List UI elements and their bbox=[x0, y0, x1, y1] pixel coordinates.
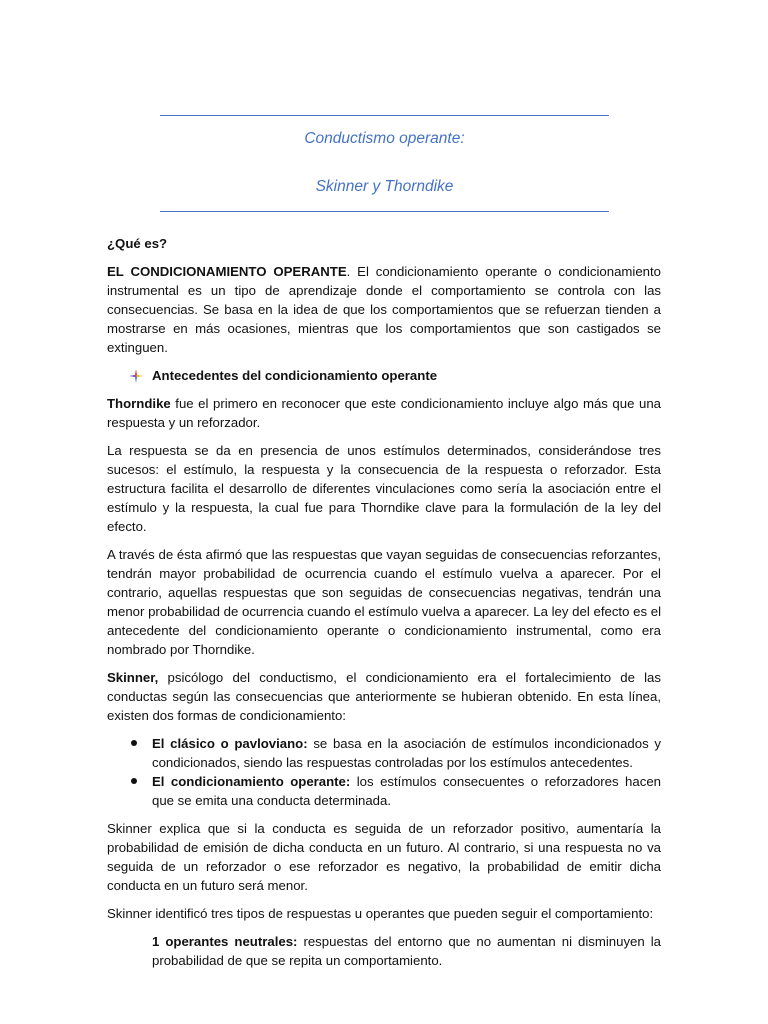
bullet-dot-icon bbox=[131, 778, 137, 784]
paragraph-lead-bold: Thorndike bbox=[107, 396, 171, 411]
list-item-bold: El clásico o pavloviano: bbox=[152, 736, 308, 751]
paragraph-reforzador: Skinner explica que si la conducta es seguida de un reforzador positivo, aumentaría la probabilidad de emisión de dicha conducta en un futuro. Al contrario, si una respuesta no va seguida de un reforzador o ese reforzador es negativo, la probabilidad de emitir dicha conducta en un futuro será menor. bbox=[107, 821, 661, 893]
document-title: Conductismo operante: bbox=[304, 130, 465, 147]
paragraph-text: respuestas del entorno que no aumentan ni disminuyen la probabilidad de que se repita un comportamiento. bbox=[152, 934, 661, 968]
paragraph-text: fue el primero en reconocer que este condicionamiento incluye algo más que una respuesta y un reforzador. bbox=[107, 396, 661, 430]
paragraph-thorndike bbox=[107, 394, 661, 432]
paragraph-text: . El condicionamiento operante o condicionamiento instrumental es un tipo de aprendizaje donde el comportamiento se controla con las consecuencias. Se basa en la idea de que los comportamientos que se refuerzan tienden a mostrarse en más ocasiones, mientras que los comportamientos que son castigados se extinguen. bbox=[107, 264, 661, 355]
paragraph-operantes-neutrales bbox=[107, 932, 661, 970]
colored-star-bullet-icon bbox=[129, 369, 143, 383]
title-top-rule bbox=[160, 115, 609, 116]
list-item-text: se basa en la asociación de estímulos incondicionados y condicionados, siendo las respuestas controladas por los estímulos antecedentes. bbox=[152, 736, 661, 770]
paragraph-text: psicólogo del conductismo, el condicionamiento era el fortalecimiento de las conductas según las consecuencias que anteriormente se hubieran obtenido. En esta línea, existen dos formas de condicionamiento: bbox=[107, 670, 661, 723]
bullet-dot-icon bbox=[131, 740, 137, 746]
paragraph-lead-bold: Skinner, bbox=[107, 670, 159, 685]
document-body bbox=[107, 234, 661, 970]
paragraph-tipos-respuestas: Skinner identificó tres tipos de respuestas u operantes que pueden seguir el comportamiento: bbox=[107, 906, 654, 921]
conditioning-types-list bbox=[107, 734, 661, 810]
document-subtitle: Skinner y Thorndike bbox=[315, 178, 454, 195]
section-heading: ¿Qué es? bbox=[107, 236, 168, 251]
subsection-heading-text: Antecedentes del condicionamiento operante bbox=[152, 368, 438, 383]
paragraph-definition bbox=[107, 262, 661, 357]
title-bottom-rule bbox=[160, 211, 609, 212]
paragraph-lead-bold: EL CONDICIONAMIENTO OPERANTE bbox=[107, 264, 347, 279]
paragraph-skinner bbox=[107, 668, 661, 725]
list-item-bold: El condicionamiento operante: bbox=[152, 774, 351, 789]
list-item bbox=[152, 734, 661, 772]
list-item-text: los estímulos consecuentes o reforzadores hacen que se emita una conducta determinada. bbox=[152, 774, 661, 808]
paragraph-ley-del-efecto: A través de ésta afirmó que las respuestas que vayan seguidas de consecuencias reforzantes, tendrán mayor probabilidad de ocurrencia cuando el estímulo vuelva a aparecer. Por el contrario, aquellas respuestas que son seguidas de consecuencias negativas, tendrán una menor probabilidad de ocurrencia cuando el estímulo vuelva a aparecer. La ley del efecto es el antecedente del condicionamiento operante o condicionamiento instrumental, como era nombrado por Thorndike. bbox=[107, 547, 661, 657]
paragraph-respuesta: La respuesta se da en presencia de unos estímulos determinados, considerándose tres sucesos: el estímulo, la respuesta y la consecuencia de la respuesta o reforzador. Esta estructura facilita el desarrollo de diferentes vinculaciones como sería la asociación entre el estímulo y la respuesta, la cual fue para Thorndike clave para la formulación de la ley del efecto. bbox=[107, 443, 661, 534]
list-item bbox=[152, 772, 661, 810]
subsection-heading bbox=[129, 366, 661, 385]
paragraph-lead-bold: 1 operantes neutrales: bbox=[152, 934, 298, 949]
